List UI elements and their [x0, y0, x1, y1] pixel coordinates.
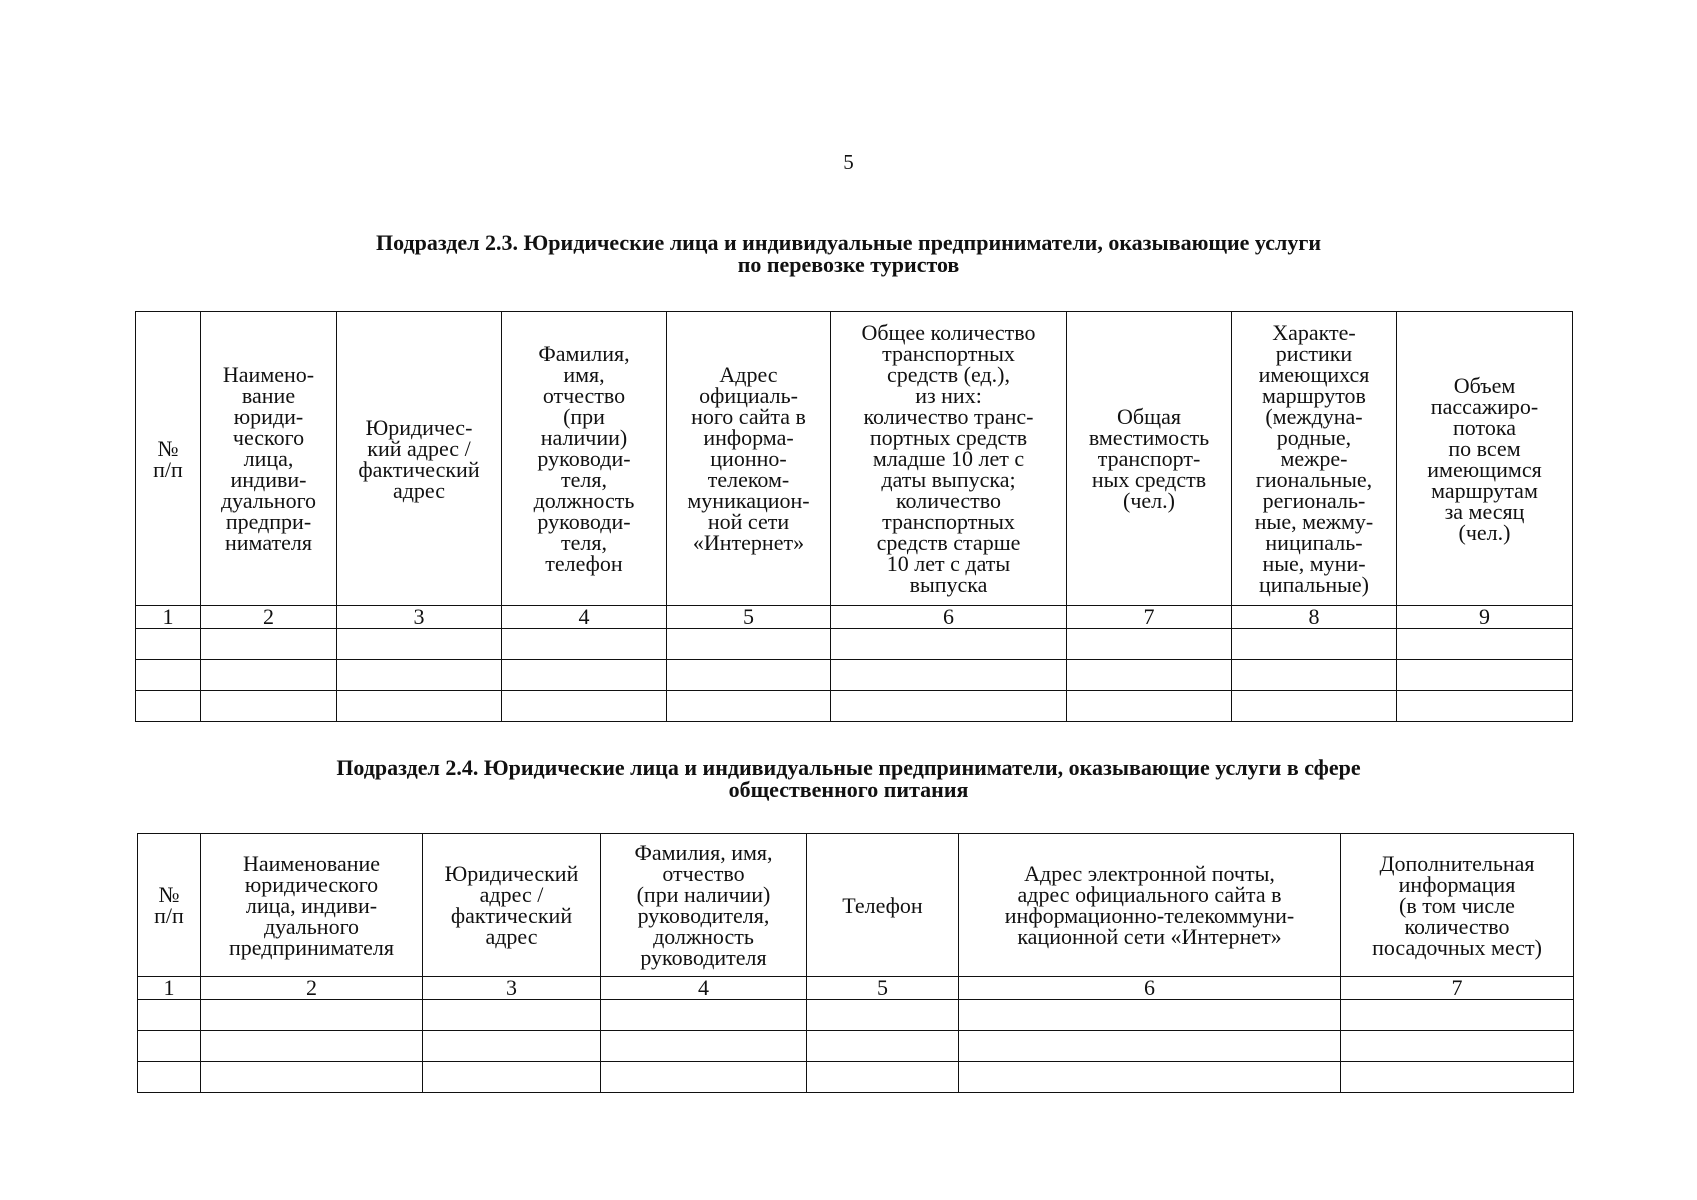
- table-cell: [1067, 629, 1232, 660]
- column-number: 4: [601, 977, 807, 1000]
- column-number: 5: [667, 606, 831, 629]
- column-number: 5: [807, 977, 959, 1000]
- table-cell: [1341, 1031, 1574, 1062]
- column-number: 9: [1397, 606, 1573, 629]
- table-cell: [1232, 660, 1397, 691]
- transport-services-table: [135, 311, 1573, 722]
- column-header-website: Адрес официаль- ного сайта в информа- ционно- телеком- муникацион- ной сети «Интернет»: [667, 312, 831, 606]
- section-2-3-title-line-2: по перевозке туристов: [737, 252, 960, 277]
- table-cell: [601, 1000, 807, 1031]
- column-number: 2: [201, 977, 423, 1000]
- page-number: 5: [843, 150, 854, 174]
- column-number: 6: [831, 606, 1067, 629]
- header-row: [136, 312, 1573, 606]
- table-cell: [807, 1031, 959, 1062]
- column-header-address: Юридичес- кий адрес / фактический адрес: [337, 312, 502, 606]
- column-header-number: № п/п: [136, 312, 201, 606]
- table-cell: [1397, 660, 1573, 691]
- section-2-4-title: [0, 757, 1697, 801]
- column-header-number: № п/п: [138, 834, 201, 977]
- table-cell: [201, 1062, 423, 1093]
- table-cell: [136, 691, 201, 722]
- table-cell: [136, 660, 201, 691]
- table-cell: [1397, 629, 1573, 660]
- table-cell: [138, 1062, 201, 1093]
- column-number: 1: [136, 606, 201, 629]
- table-cell: [502, 660, 667, 691]
- column-header-manager: Фамилия, имя, отчество (при наличии) руководи- теля, должность руководи- теля, телефон: [502, 312, 667, 606]
- column-header-manager: Фамилия, имя, отчество (при наличии) руководителя, должность руководителя: [601, 834, 807, 977]
- column-header-capacity: Общая вместимость транспорт- ных средств (чел.): [1067, 312, 1232, 606]
- column-header-passenger-flow: Объем пассажиро- потока по всем имеющимся маршрутам за месяц (чел.): [1397, 312, 1573, 606]
- table-cell: [423, 1031, 601, 1062]
- table-cell: [337, 629, 502, 660]
- table-cell: [1341, 1062, 1574, 1093]
- column-header-phone: Телефон: [807, 834, 959, 977]
- table-cell: [959, 1031, 1341, 1062]
- table-cell: [667, 691, 831, 722]
- table-row: [138, 1000, 1574, 1031]
- table-cell: [601, 1062, 807, 1093]
- column-number: 4: [502, 606, 667, 629]
- column-number: 3: [423, 977, 601, 1000]
- table-cell: [831, 660, 1067, 691]
- section-2-3-title-line-1: Подраздел 2.3. Юридические лица и индивидуальные предприниматели, оказывающие услуги: [375, 230, 1321, 255]
- section-2-4-title-line-1: Подраздел 2.4. Юридические лица и индивидуальные предприниматели, оказывающие услуги в сфере: [336, 755, 1361, 780]
- column-header-additional-info: Дополнительная информация (в том числе количество посадочных мест): [1341, 834, 1574, 977]
- column-number-row: [138, 977, 1574, 1000]
- header-row: [138, 834, 1574, 977]
- table-cell: [201, 1031, 423, 1062]
- column-number: 1: [138, 977, 201, 1000]
- table-cell: [136, 629, 201, 660]
- table-row: [136, 660, 1573, 691]
- table-cell: [831, 629, 1067, 660]
- table-cell: [959, 1062, 1341, 1093]
- table-cell: [1067, 660, 1232, 691]
- table-cell: [423, 1000, 601, 1031]
- table-cell: [807, 1062, 959, 1093]
- table-cell: [423, 1062, 601, 1093]
- column-number: 3: [337, 606, 502, 629]
- column-header-vehicle-count: Общее количество транспортных средств (ед.), из них: количество транс- портных средств младше 10 лет с даты выпуска; количество транспортных средств старше 10 лет с даты выпуска: [831, 312, 1067, 606]
- column-number: 2: [201, 606, 337, 629]
- table-cell: [667, 629, 831, 660]
- column-number: 7: [1341, 977, 1574, 1000]
- table-cell: [807, 1000, 959, 1031]
- table-cell: [1232, 691, 1397, 722]
- table-cell: [337, 691, 502, 722]
- section-2-4-title-line-2: общественного питания: [728, 777, 969, 802]
- table-cell: [337, 660, 502, 691]
- table-cell: [201, 629, 337, 660]
- table-cell: [502, 629, 667, 660]
- table-cell: [138, 1000, 201, 1031]
- column-number: 7: [1067, 606, 1232, 629]
- table-cell: [201, 660, 337, 691]
- column-header-entity-name: Наименование юридического лица, индиви- дуального предпринимателя: [201, 834, 423, 977]
- table-cell: [1397, 691, 1573, 722]
- column-header-email-website: Адрес электронной почты, адрес официального сайта в информационно-телекоммуни- кационной сети «Интернет»: [959, 834, 1341, 977]
- column-number: 6: [959, 977, 1341, 1000]
- table-cell: [959, 1000, 1341, 1031]
- table-row: [138, 1031, 1574, 1062]
- table-cell: [502, 691, 667, 722]
- column-header-address: Юридический адрес / фактический адрес: [423, 834, 601, 977]
- table-row: [138, 1062, 1574, 1093]
- table-row: [136, 691, 1573, 722]
- column-number-row: [136, 606, 1573, 629]
- table-cell: [201, 1000, 423, 1031]
- column-header-entity-name: Наимено- вание юриди- ческого лица, индиви- дуального предпри- нимателя: [201, 312, 337, 606]
- table-cell: [1232, 629, 1397, 660]
- table-cell: [831, 691, 1067, 722]
- table-cell: [667, 660, 831, 691]
- table-row: [136, 629, 1573, 660]
- section-2-3-title: [0, 232, 1697, 276]
- catering-services-table: [137, 833, 1574, 1093]
- column-header-route-types: Характе- ристики имеющихся маршрутов (междуна- родные, межре- гиональные, региональ- ные, межму- ниципаль- ные, муни- ципальные): [1232, 312, 1397, 606]
- column-number: 8: [1232, 606, 1397, 629]
- table-cell: [201, 691, 337, 722]
- table-cell: [1067, 691, 1232, 722]
- table-cell: [1341, 1000, 1574, 1031]
- table-cell: [601, 1031, 807, 1062]
- table-cell: [138, 1031, 201, 1062]
